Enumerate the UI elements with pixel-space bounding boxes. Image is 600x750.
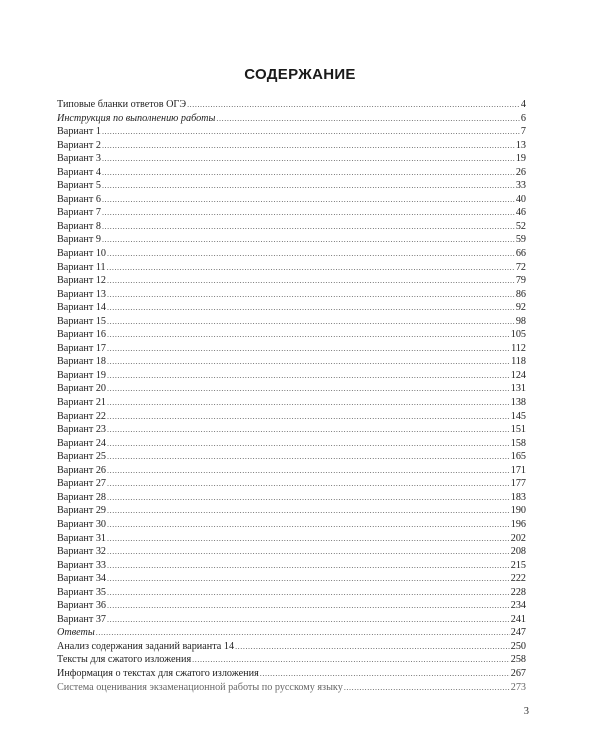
- toc-entry-page: 190: [510, 505, 526, 517]
- toc-entry-page: 86: [515, 288, 526, 300]
- toc-entry-page: 228: [510, 586, 526, 598]
- toc-entry: [57, 681, 526, 695]
- toc-entry-label: Вариант 29: [57, 505, 107, 517]
- page-number: 3: [523, 706, 529, 717]
- dot-leader: [107, 491, 510, 505]
- toc-entry-label: Вариант 23: [57, 424, 107, 436]
- toc-entry: [57, 586, 526, 600]
- toc-entry: [57, 233, 526, 247]
- toc-entry: [57, 572, 526, 586]
- toc-entry-label: Вариант 2: [57, 139, 101, 151]
- dot-leader: [107, 423, 510, 437]
- toc-entry: [57, 640, 526, 654]
- toc-entry: [57, 532, 526, 546]
- toc-entry-page: 151: [510, 424, 526, 436]
- toc-entry-page: 196: [510, 518, 526, 530]
- toc-entry: [57, 315, 526, 329]
- toc-entry: [57, 220, 526, 234]
- toc-entry: [57, 667, 526, 681]
- dot-leader: [107, 450, 510, 464]
- toc-entry-label: Вариант 22: [57, 410, 107, 422]
- toc-entry: [57, 125, 526, 139]
- toc-entry-label: Вариант 4: [57, 166, 101, 178]
- toc-entry-label: Вариант 20: [57, 383, 107, 395]
- toc-entry-page: 26: [515, 166, 526, 178]
- toc-entry-page: 234: [510, 600, 526, 612]
- toc-entry: [57, 274, 526, 288]
- dot-leader: [107, 261, 515, 275]
- toc-entry-label: Вариант 32: [57, 546, 107, 558]
- toc-entry: [57, 301, 526, 315]
- dot-leader: [107, 274, 515, 288]
- toc-entry-label: Вариант 24: [57, 437, 107, 449]
- toc-entry-label: Вариант 34: [57, 573, 107, 585]
- toc-entry: [57, 491, 526, 505]
- dot-leader: [107, 613, 510, 627]
- dot-leader: [96, 626, 510, 640]
- dot-leader: [107, 328, 510, 342]
- toc-entry: [57, 477, 526, 491]
- toc-entry: [57, 626, 526, 640]
- dot-leader: [102, 152, 515, 166]
- toc-entry: [57, 152, 526, 166]
- toc-entry-page: 158: [510, 437, 526, 449]
- toc-entry: [57, 504, 526, 518]
- toc-entry: [57, 355, 526, 369]
- toc-entry-page: 118: [511, 356, 526, 368]
- toc-entry-page: 131: [510, 383, 526, 395]
- toc-entry-page: 208: [510, 546, 526, 558]
- toc-entry-page: 267: [510, 667, 526, 679]
- toc-entry-page: 98: [515, 315, 526, 327]
- toc-entry: [57, 396, 526, 410]
- toc-entry-label: Вариант 28: [57, 491, 107, 503]
- dot-leader: [107, 410, 510, 424]
- toc-entry: [57, 342, 526, 356]
- toc-entry: [57, 437, 526, 451]
- toc-entry: [57, 382, 526, 396]
- toc-entry-label: Вариант 26: [57, 464, 107, 476]
- dot-leader: [260, 667, 510, 681]
- toc-entry-label: Вариант 8: [57, 220, 101, 232]
- toc-entry: [57, 410, 526, 424]
- toc-entry-page: 4: [520, 99, 526, 110]
- toc-entry-label: Вариант 3: [57, 153, 101, 165]
- toc-entry: [57, 179, 526, 193]
- toc-entry-page: 165: [510, 451, 526, 463]
- toc-entry-page: 258: [510, 654, 526, 666]
- toc-entry-label: Вариант 13: [57, 288, 107, 300]
- dot-leader: [107, 355, 510, 369]
- toc-entry-page: 183: [510, 491, 526, 503]
- toc-entry-page: 66: [515, 248, 526, 260]
- dot-leader: [107, 532, 510, 546]
- toc-entry-label: Вариант 25: [57, 451, 107, 463]
- toc-entry: [57, 98, 526, 112]
- toc-entry-label: Вариант 14: [57, 302, 107, 314]
- toc-entry-page: 79: [515, 275, 526, 287]
- toc-entry-label: Вариант 18: [57, 356, 107, 368]
- dot-leader: [102, 233, 515, 247]
- dot-leader: [187, 98, 520, 112]
- dot-leader: [107, 518, 510, 532]
- dot-leader: [107, 315, 515, 329]
- toc-entry: [57, 288, 526, 302]
- dot-leader: [102, 193, 515, 207]
- toc-entry-page: 19: [515, 153, 526, 165]
- dot-leader: [235, 640, 510, 654]
- toc-entry-page: 46: [515, 207, 526, 219]
- toc-entry-page: 33: [515, 180, 526, 192]
- dot-leader: [102, 206, 515, 220]
- toc-entry-page: 92: [515, 302, 526, 314]
- dot-leader: [102, 139, 515, 153]
- toc-entry-label: Вариант 15: [57, 315, 107, 327]
- toc-entry-page: 6: [520, 112, 526, 124]
- toc-entry-label: Вариант 6: [57, 193, 101, 205]
- toc-entry-page: 145: [510, 410, 526, 422]
- dot-leader: [102, 179, 515, 193]
- dot-leader: [107, 396, 510, 410]
- toc-entry: [57, 112, 526, 126]
- toc-entry-page: 124: [510, 369, 526, 381]
- toc-entry-label: Вариант 1: [57, 126, 101, 138]
- toc-entry-label: Вариант 36: [57, 600, 107, 612]
- toc-entry-label: Инструкция по выполнению работы: [57, 112, 216, 124]
- dot-leader: [107, 599, 510, 613]
- toc-entry: [57, 166, 526, 180]
- toc-entry-label: Вариант 37: [57, 613, 107, 625]
- toc-entry: [57, 613, 526, 627]
- toc-entry-page: 59: [515, 234, 526, 246]
- dot-leader: [344, 681, 510, 695]
- toc-entry-label: Вариант 7: [57, 207, 101, 219]
- toc-entry-label: Вариант 9: [57, 234, 101, 246]
- dot-leader: [192, 653, 510, 667]
- toc-entry-label: Информация о текстах для сжатого изложения: [57, 667, 259, 679]
- toc-entry-label: Типовые бланки ответов ОГЭ: [57, 99, 187, 110]
- dot-leader: [107, 301, 515, 315]
- toc-entry-page: 215: [510, 559, 526, 571]
- toc-entry-page: 171: [510, 464, 526, 476]
- dot-leader: [107, 288, 515, 302]
- toc-entry: [57, 599, 526, 613]
- toc-entry-page: 138: [510, 397, 526, 409]
- dot-leader: [107, 586, 510, 600]
- dot-leader: [107, 342, 510, 356]
- toc-entry-page: 72: [515, 261, 526, 273]
- toc-entry-label: Анализ содержания заданий варианта 14: [57, 640, 235, 652]
- toc-entry-page: 52: [515, 220, 526, 232]
- toc-entry-label: Вариант 10: [57, 248, 107, 260]
- toc-entry-label: Вариант 31: [57, 532, 107, 544]
- toc-entry-page: 177: [510, 478, 526, 490]
- dot-leader: [107, 504, 510, 518]
- dot-leader: [107, 477, 510, 491]
- toc-entry-label: Вариант 17: [57, 342, 107, 354]
- toc-entry-page: 112: [511, 342, 526, 354]
- dot-leader: [107, 572, 510, 586]
- toc-entry: [57, 423, 526, 437]
- dot-leader: [107, 559, 510, 573]
- toc-entry: [57, 559, 526, 573]
- toc-entry-label: Вариант 16: [57, 329, 107, 341]
- toc-entry: [57, 193, 526, 207]
- toc-entry: [57, 518, 526, 532]
- dot-leader: [102, 220, 515, 234]
- toc-entry: [57, 464, 526, 478]
- toc-entry-label: Вариант 21: [57, 397, 107, 409]
- dot-leader: [107, 382, 510, 396]
- dot-leader: [102, 166, 515, 180]
- dot-leader: [107, 464, 510, 478]
- toc-entry-label: Вариант 12: [57, 275, 107, 287]
- toc-entry-label: Вариант 27: [57, 478, 107, 490]
- toc-entry-label: Вариант 30: [57, 518, 107, 530]
- toc-entry-label: Вариант 35: [57, 586, 107, 598]
- toc-entry-page: 13: [515, 139, 526, 151]
- toc-entry: [57, 328, 526, 342]
- toc-entry-page: 222: [510, 573, 526, 585]
- dot-leader: [107, 369, 510, 383]
- dot-leader: [216, 112, 519, 126]
- toc-entry: [57, 545, 526, 559]
- dot-leader: [107, 437, 510, 451]
- toc-entry: [57, 653, 526, 667]
- toc-entry-page: 202: [510, 532, 526, 544]
- toc-entry-label: Вариант 5: [57, 180, 101, 192]
- toc-entry: [57, 247, 526, 261]
- table-of-contents: [57, 98, 526, 694]
- page-title: СОДЕРЖАНИЕ: [244, 66, 356, 84]
- toc-entry-page: 273: [510, 681, 526, 693]
- toc-entry-page: 241: [510, 613, 526, 625]
- toc-entry: [57, 206, 526, 220]
- toc-entry: [57, 261, 526, 275]
- toc-entry-page: 105: [510, 329, 526, 341]
- toc-entry-label: Вариант 11: [57, 261, 106, 273]
- dot-leader: [102, 125, 520, 139]
- dot-leader: [107, 545, 510, 559]
- toc-entry: [57, 369, 526, 383]
- toc-entry-label: Вариант 19: [57, 369, 107, 381]
- dot-leader: [107, 247, 515, 261]
- toc-entry-page: 40: [515, 193, 526, 205]
- toc-entry-page: 250: [510, 640, 526, 652]
- toc-entry-label: Система оценивания экзаменационной работы по русскому языку: [57, 681, 343, 693]
- toc-entry-label: Вариант 33: [57, 559, 107, 571]
- toc-entry-page: 7: [520, 126, 526, 138]
- toc-entry: [57, 450, 526, 464]
- toc-entry-page: 247: [510, 627, 526, 639]
- toc-entry-label: Тексты для сжатого изложения: [57, 654, 192, 666]
- toc-entry: [57, 139, 526, 153]
- toc-entry-label: Ответы: [57, 627, 95, 639]
